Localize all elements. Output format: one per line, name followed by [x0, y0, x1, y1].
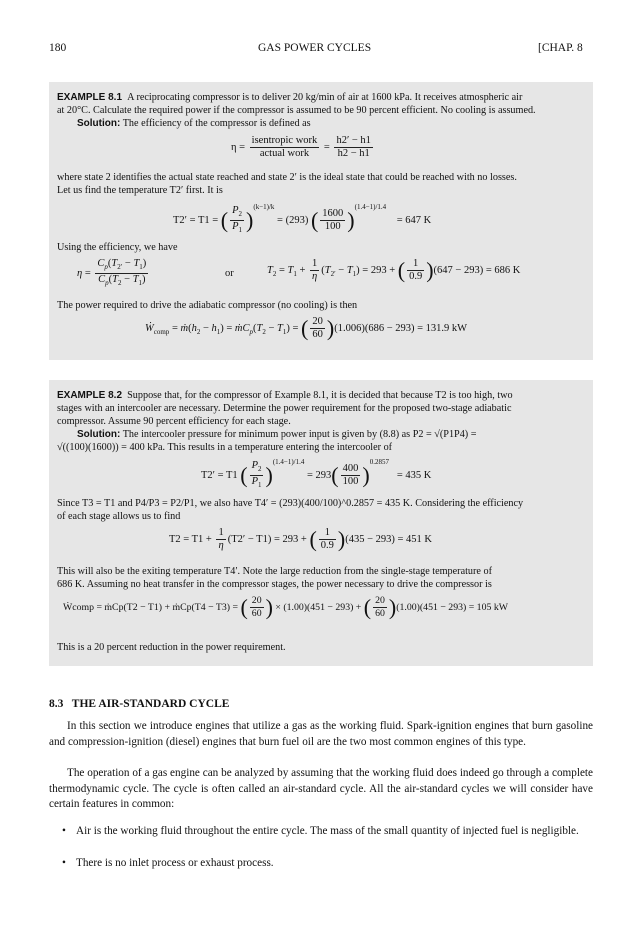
problem-text: stages with an intercooler are necessary. Determine the power requirement for the proposed two-stage adiabatic: [57, 403, 512, 414]
example-8-1-box: [49, 82, 593, 360]
text-line: This is a 20 percent reduction in the power requirement.: [57, 642, 286, 653]
text-line: 686 K. Assuming no heat transfer in the compressor stages, the power necessary to drive the compressor is: [57, 579, 492, 590]
problem-text: compressor. Assume 90 percent efficiency for each stage.: [57, 416, 291, 427]
solution-label: Solution:: [77, 429, 121, 440]
example-8-2-box: [49, 380, 593, 666]
solution-text: √((100)(1600)) = 400 kPa. This results in a temperature entering the intercooler of: [57, 442, 393, 453]
text-line: Let us find the temperature T2′ first. It is: [57, 185, 223, 196]
text-line: where state 2 identifies the actual state reached and state 2′ is the ideal state that could be reached with no losses.: [57, 172, 517, 183]
efficiency-temp-equation: η = $\frac{C_p(T_{2'} - T_1)}{C_p(T_2 - T_1)}$: [77, 258, 147, 288]
t2-equation: $T_2 = T_1$ + $\frac{1}{\eta}$ $(T_{2'} - T_1) = 293$ + ( $\frac{1}{0.9}$ )(647 − 293) = 686 K: [267, 257, 521, 283]
paragraph-2: The operation of a gas engine can be analyzed by assuming that the working fluid does indeed go through a complete thermodynamic cycle. The cycle is often called an air-standard cycle. All the air-standard cycles we will consider have certain features in common:: [49, 767, 593, 810]
t2-equation: T2 = T1 + $\frac{1}{\eta}$ (T2′ − T1) = 293 + ( $\frac{1}{0.9}$ )(435 − 293) = 451 K: [169, 526, 433, 552]
text-line: This will also be the exiting temperature T4′. Note the large reduction from the single-stage temperature of: [57, 566, 492, 577]
page-number: 180: [49, 42, 67, 54]
solution-text: The efficiency of the compressor is defined as: [122, 118, 311, 129]
or-text: or: [225, 268, 234, 279]
power-equation: Ẇcomp = ṁCp(T2 − T1) + ṁCp(T4 − T3) = ( $\frac{20}{60}$ ) × (1.00)(451 − 293) + ( $\frac{20}{60}$ )(1.00)(451 − 293) = 105 kW: [63, 594, 508, 620]
power-equation: Ẇ$_{comp}$ = $ṁ(h_2 - h_1)$ = $ṁC_p(T_2 - T_1)$ = ( $\frac{20}{60}$ )(1.006)(686 − 293) = 131.9 kW: [145, 315, 468, 341]
problem-text: Suppose that, for the compressor of Example 8.1, it is decided that because T2 is too high, two: [127, 390, 513, 401]
example-label: EXAMPLE 8.1: [57, 92, 123, 103]
t2-prime-equation: T2′ = T1 = ( $\frac{P_2}{P_1}$ )$^{(k-1)/k}$ = (293) ( $\frac{1600}{100}$ )$^{(1.4-1)/1.4}$ = 647 K: [173, 203, 432, 235]
problem-text: at 20°C. Calculate the required power if the compressor is assumed to be 90 percent efficient. No cooling is assumed.: [57, 105, 536, 116]
section-heading: 8.3 THE AIR-STANDARD CYCLE: [49, 698, 230, 710]
efficiency-equation: η = $\frac{\text{isentropic work}}{\text{actual work}}$ = $\frac{h2' - h1}{h2 - h1}$: [231, 135, 371, 159]
text-line: Since T3 = T1 and P4/P3 = P2/P1, we also have T4′ = (293)(400/100)^0.2857 = 435 K. Considering the efficiency: [57, 498, 524, 509]
chapter-title: GAS POWER CYCLES: [258, 42, 372, 54]
example-label: EXAMPLE 8.2: [57, 390, 123, 401]
text-line: Using the efficiency, we have: [57, 242, 178, 253]
text-line: of each stage allows us to find: [57, 511, 181, 522]
t2-prime-equation: T2′ = T1 ( $\frac{P_2}{P_1}$ )$^{(1.4-1)/1.4}$ = 293( $\frac{400}{100}$ )$^{0.2857}$ = 435 K: [201, 458, 432, 490]
text-line: The power required to drive the adiabatic compressor (no cooling) is then: [57, 300, 358, 311]
problem-text: A reciprocating compressor is to deliver 20 kg/min of air at 1600 kPa. It receives atmospheric air: [127, 92, 523, 103]
paragraph-1: In this section we introduce engines that utilize a gas as the working fluid. Spark-ignition engines that burn gasoline and compression-ignition (diesel) engines that burn fuel oil are the two most common engines of this type.: [49, 720, 593, 748]
solution-label: Solution:: [77, 118, 121, 129]
chapter-ref: [CHAP. 8: [538, 42, 583, 54]
solution-text: The intercooler pressure for minimum power input is given by (8.8) as P2 = √(P1P4) =: [122, 429, 477, 440]
